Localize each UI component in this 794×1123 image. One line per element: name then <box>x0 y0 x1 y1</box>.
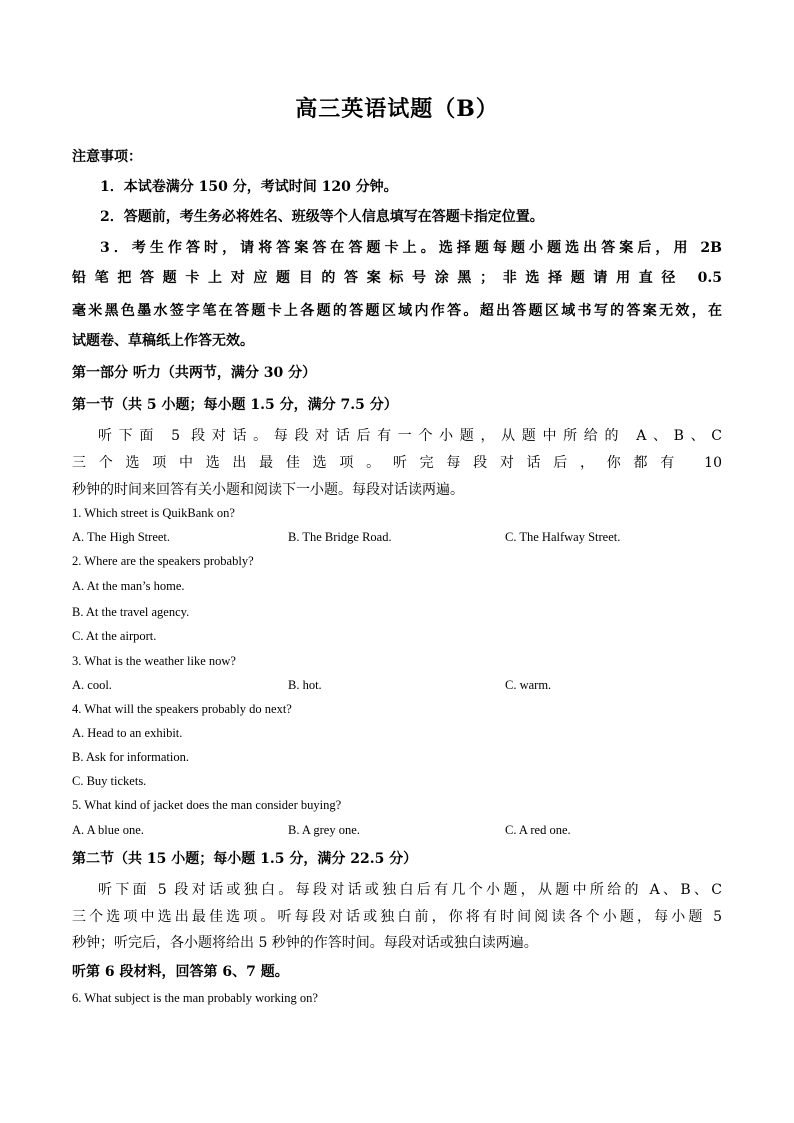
question-2-option-b: B. At the travel agency. <box>72 605 190 619</box>
notice-item-3-line-3: 毫米黑色墨水签字笔在答题卡上各题的答题区域内作答。超出答题区域书写的答案无效，在 <box>72 303 722 319</box>
notice-item-3-line-1: 3．考生作答时，请将答案答在答题卡上。选择题每题小题选出答案后，用 2B <box>100 240 722 256</box>
question-1-option-a: A. The High Street. <box>72 530 171 544</box>
question-1-option-c: C. The Halfway Street. <box>505 530 621 544</box>
question-4-stem: 4. What will the speakers probably do next? <box>72 702 292 716</box>
section1-heading: 第一节（共 5 小题；每小题 1.5 分，满分 7.5 分） <box>72 397 398 413</box>
question-3-stem: 3. What is the weather like now? <box>72 654 236 668</box>
question-4-option-c: C. Buy tickets. <box>72 774 147 788</box>
question-2-option-c: C. At the airport. <box>72 629 157 643</box>
section2-instruction-line-1: 听下面 5 段对话或独白。每段对话或独白后有几个小题，从题中所给的 A、B、C <box>98 882 722 898</box>
question-3-option-b: B. hot. <box>288 678 322 692</box>
question-6-stem: 6. What subject is the man probably working on? <box>72 991 318 1005</box>
question-5-option-b: B. A grey one. <box>288 823 360 837</box>
page-title: 高三英语试题（B） <box>295 96 499 122</box>
question-5-stem: 5. What kind of jacket does the man consider buying? <box>72 798 342 812</box>
section1-instruction-line-1: 听下面 5 段对话。每段对话后有一个小题，从题中所给的 A、B、C <box>98 428 722 444</box>
part1-heading: 第一部分 听力（共两节，满分 30 分） <box>72 365 317 381</box>
question-5-option-a: A. A blue one. <box>72 823 144 837</box>
notice-item-3-line-4: 试题卷、草稿纸上作答无效。 <box>72 333 254 349</box>
question-4-option-a: A. Head to an exhibit. <box>72 726 183 740</box>
question-5-option-c: C. A red one. <box>505 823 571 837</box>
notice-heading: 注意事项： <box>72 149 142 165</box>
question-4-option-b: B. Ask for information. <box>72 750 190 764</box>
notice-item-2: 2．答题前，考生务必将姓名、班级等个人信息填写在答题卡指定位置。 <box>100 209 544 225</box>
section2-heading: 第二节（共 15 小题；每小题 1.5 分，满分 22.5 分） <box>72 851 418 867</box>
section2-instruction-line-2: 三个选项中选出最佳选项。听每段对话或独白前，你将有时间阅读各个小题，每小题 5 <box>72 909 722 925</box>
question-2-option-a: A. At the man’s home. <box>72 579 185 593</box>
material-6-heading: 听第 6 段材料，回答第 6、7 题。 <box>72 964 289 980</box>
section1-instruction-line-3: 秒钟的时间来回答有关小题和阅读下一小题。每段对话读两遍。 <box>72 482 464 498</box>
section1-instruction-line-2: 三个选项中选出最佳选项。听完每段对话后，你都有 10 <box>72 455 722 471</box>
question-3-option-c: C. warm. <box>505 678 552 692</box>
question-2-stem: 2. Where are the speakers probably? <box>72 554 254 568</box>
notice-item-1: 1．本试卷满分 150 分，考试时间 120 分钟。 <box>100 179 398 195</box>
question-3-option-a: A. cool. <box>72 678 112 692</box>
section2-instruction-line-3: 秒钟；听完后，各小题将给出 5 秒钟的作答时间。每段对话或独白读两遍。 <box>72 935 538 951</box>
question-1-stem: 1. Which street is QuikBank on? <box>72 506 235 520</box>
notice-item-3-line-2: 铅笔把答题卡上对应题目的答案标号涂黑；非选择题请用直径 0.5 <box>72 270 722 286</box>
question-1-option-b: B. The Bridge Road. <box>288 530 392 544</box>
